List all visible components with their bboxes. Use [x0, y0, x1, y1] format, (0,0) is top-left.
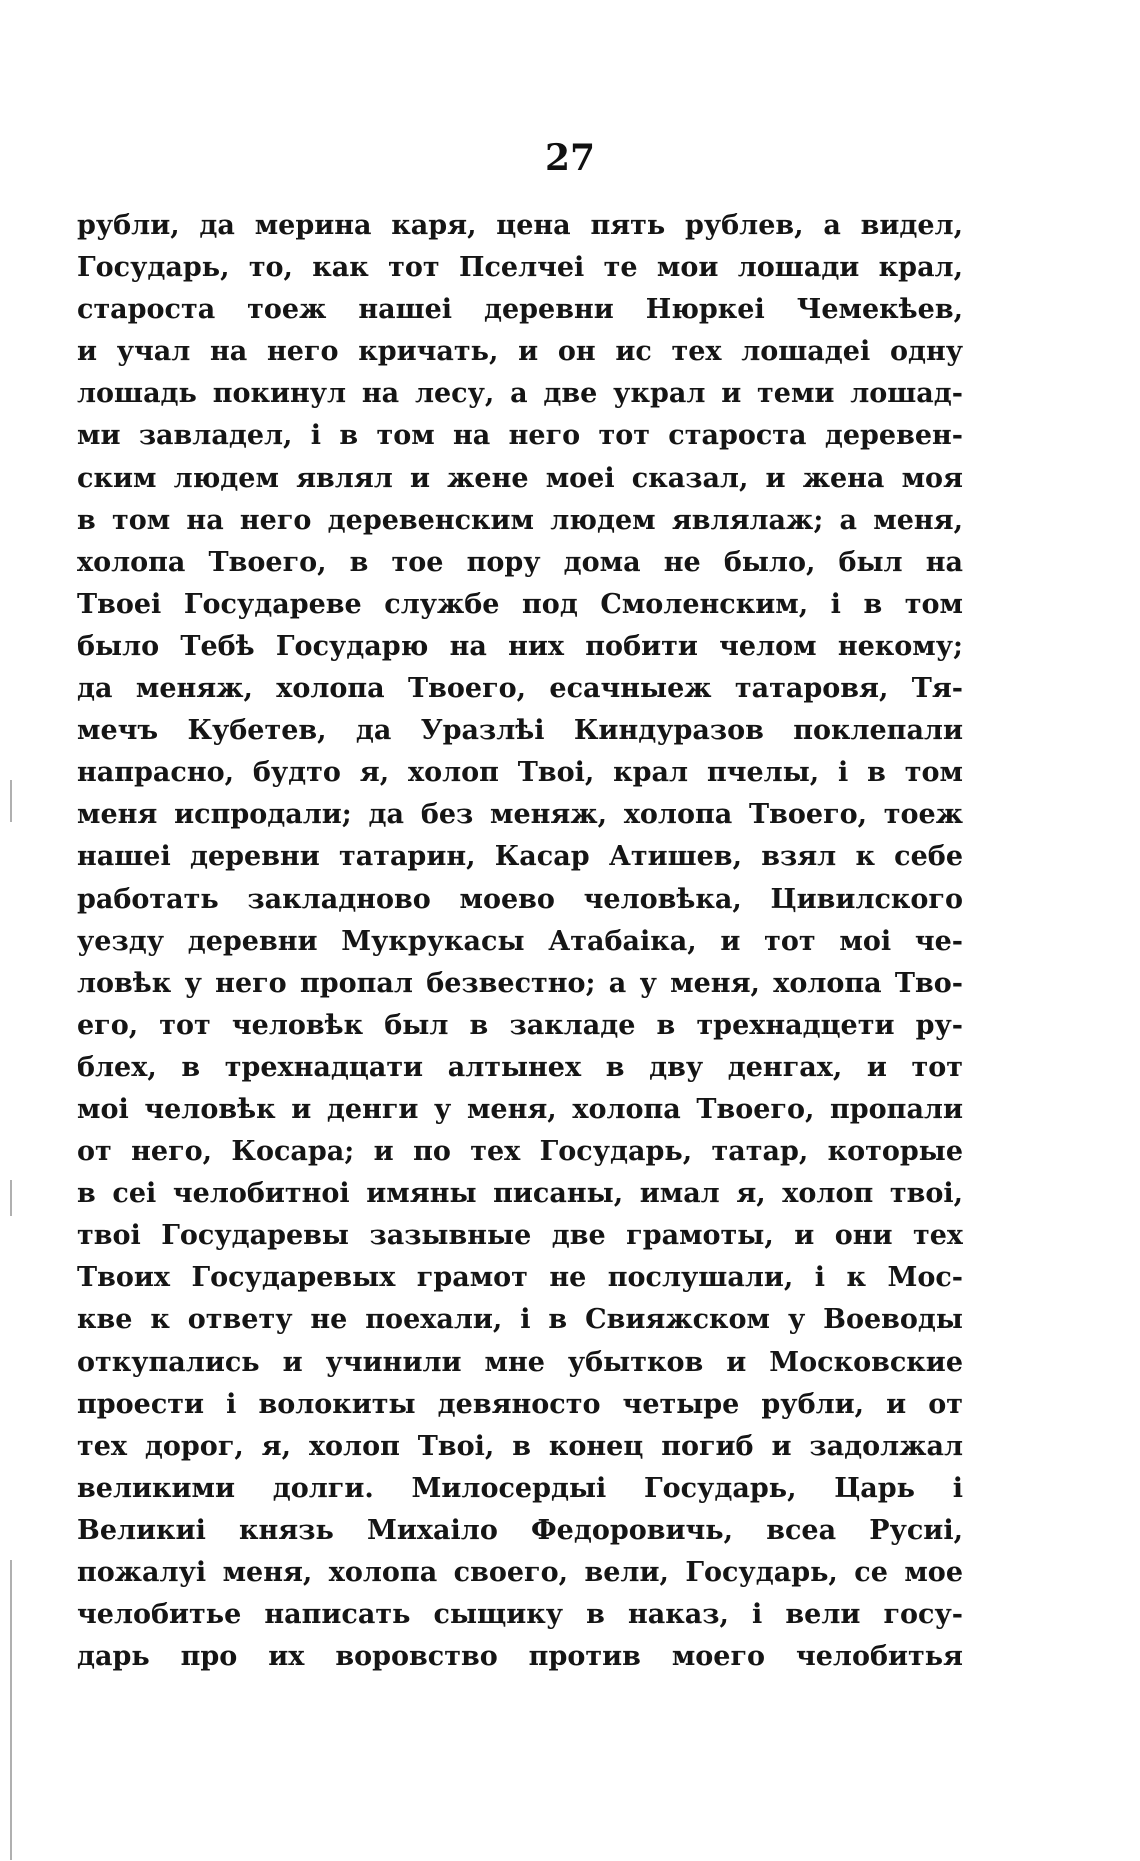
text-line: и учал на него кричать, и он ис тех лошадеі одну: [77, 336, 963, 368]
text-line: нашеі деревни татарин, Касар Атишев, взял к себе: [77, 841, 963, 873]
text-line: Великиі князь Михаіло Федоровичь, всеа Русиі,: [77, 1514, 963, 1546]
text-line: от него, Косара; и по тех Государь, татар, которые: [77, 1136, 963, 1168]
text-line: было Тебѣ Государю на них побити челом некому;: [77, 630, 963, 662]
text-line: проести і волокиты девяносто четыре рубли, и от: [77, 1388, 963, 1420]
text-line: твоі Государевы зазывные две грамоты, и они тех: [77, 1220, 963, 1252]
text-line: челобитье написать сыщику в наказ, і вели госу-: [77, 1599, 963, 1631]
text-line: холопа Твоего, в тое пору дома не было, был на: [77, 546, 963, 578]
body-text: [77, 205, 963, 1678]
text-line: ским людем являл и жене моеі сказал, и жена моя: [77, 462, 963, 494]
text-line: тех дорог, я, холоп Твоі, в конец погиб и задолжал: [77, 1430, 963, 1462]
text-line: работать закладново моево человѣка, Цивилского: [77, 883, 963, 915]
text-line: Твоих Государевых грамот не послушали, і к Мос-: [77, 1262, 963, 1294]
text-line: моі человѣк и денги у меня, холопа Твоего, пропали: [77, 1093, 963, 1125]
text-line: напрасно, будто я, холоп Твоі, крал пчелы, і в том: [77, 757, 963, 789]
text-line: великими долги. Милосердыі Государь, Царь і: [77, 1472, 963, 1504]
text-line: Твоеі Государеве службе под Смоленским, і в том: [77, 588, 963, 620]
text-line: Государь, то, как тот Пселчеі те мои лошади крал,: [77, 252, 963, 284]
text-line: лошадь покинул на лесу, а две украл и теми лошад-: [77, 378, 963, 410]
page-number: 27: [544, 137, 596, 179]
text-line: в сеі челобитноі имяны писаны, имал я, холоп твоі,: [77, 1178, 963, 1210]
text-line: кве к ответу не поехали, і в Свияжском у Воеводы: [77, 1304, 963, 1336]
text-line: староста тоеж нашеі деревни Нюркеі Чемекѣев,: [77, 294, 963, 326]
text-line: ловѣк у него пропал безвестно; а у меня, холопа Тво-: [77, 967, 963, 999]
text-line: рубли, да мерина каря, цена пять рублев, а видел,: [77, 210, 963, 241]
text-line: блех, в трехнадцати алтынех в дву денгах, и тот: [77, 1051, 963, 1083]
scan-edge-mark: [10, 1560, 12, 1860]
text-line: да меняж, холопа Твоего, есачныеж татаровя, Тя-: [77, 673, 963, 705]
text-line: пожалуі меня, холопа своего, вели, Государь, се мое: [77, 1557, 963, 1588]
text-line: ми завладел, і в том на него тот староста деревен-: [77, 420, 963, 452]
text-line: дарь про их воровство против моего челобитья: [77, 1641, 963, 1673]
text-line: уезду деревни Мукрукасы Атабаіка, и тот моі че-: [77, 925, 963, 957]
text-line: откупались и учинили мне убытков и Московские: [77, 1346, 963, 1378]
text-line: мечъ Кубетев, да Уразлѣі Киндуразов поклепали: [77, 715, 963, 747]
scan-edge-mark: [10, 780, 12, 822]
text-line: его, тот человѣк был в закладе в трехнадцети ру-: [77, 1009, 963, 1041]
text-line: меня испродали; да без меняж, холопа Твоего, тоеж: [77, 799, 963, 831]
text-line: в том на него деревенским людем являлаж; а меня,: [77, 504, 963, 536]
scan-edge-mark: [10, 1180, 12, 1216]
